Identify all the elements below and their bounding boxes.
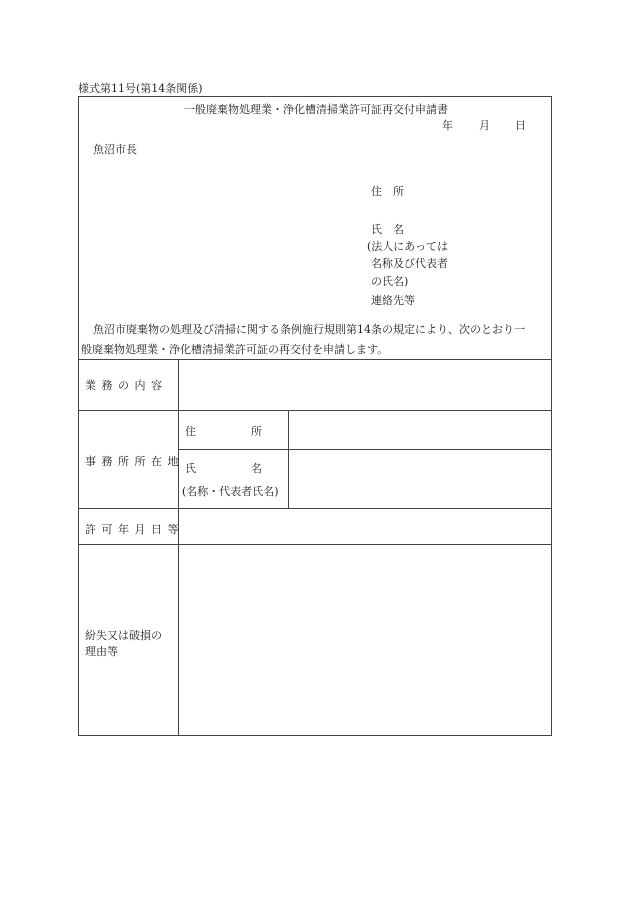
application-form (78, 96, 552, 736)
corporate-note-line-3: の氏名) (371, 275, 409, 288)
date-day-label: 日 (515, 119, 526, 132)
business-content-label: 業 務 の 内 容 (85, 379, 163, 392)
date-month-label: 月 (479, 119, 490, 132)
form-number: 様式第11号(第14条関係) (78, 82, 203, 95)
subrow-divider (178, 449, 551, 450)
reason-label-line-2: 理由等 (85, 645, 118, 658)
office-location-label: 事 務 所 所 在 地 (85, 455, 180, 468)
applicant-address-label: 住 所 (371, 185, 404, 198)
applicant-name-label: 氏 名 (371, 223, 404, 236)
form-title: 一般廃棄物処理業・浄化槽清掃業許可証再交付申請書 (184, 103, 448, 116)
sub-label-column-divider (288, 410, 289, 508)
label-column-divider (178, 359, 179, 735)
office-address-label: 住 所 (185, 425, 262, 438)
date-year-label: 年 (442, 119, 453, 132)
row-divider-2 (79, 508, 551, 509)
body-text-line-1: 魚沼市廃棄物の処理及び清掃に関する条例施行規則第14条の規定により、次のとおり一 (93, 323, 525, 336)
addressee: 魚沼市長 (93, 143, 137, 156)
row-divider-3 (79, 544, 551, 545)
reason-label-line-1: 紛失又は破損の (85, 629, 162, 642)
office-name-note: (名称・代表者氏名) (182, 485, 279, 498)
applicant-contact-label: 連絡先等 (371, 294, 415, 307)
table-top-border (79, 359, 551, 360)
office-name-label: 氏 名 (185, 462, 262, 475)
permit-date-label: 許 可 年 月 日 等 (85, 523, 180, 536)
body-text-line-2: 般廃棄物処理業・浄化槽清掃業許可証の再交付を申請します。 (81, 343, 389, 356)
row-divider-1 (79, 410, 551, 411)
corporate-note-line-1: (法人にあっては (367, 240, 449, 253)
corporate-note-line-2: 名称及び代表者 (371, 257, 448, 270)
